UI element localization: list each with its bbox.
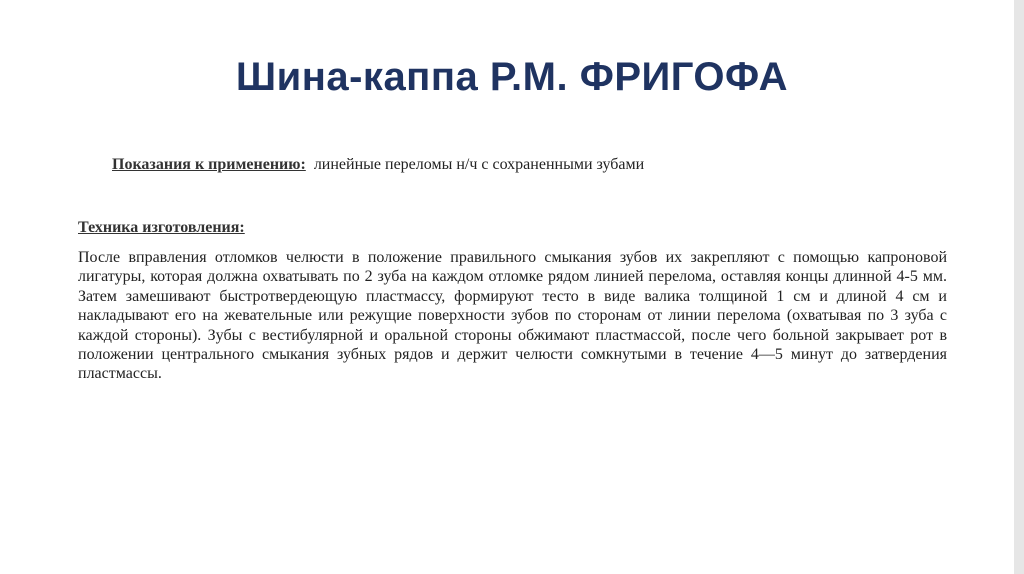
indications-label: Показания к применению: xyxy=(112,156,306,173)
technique-heading: Техника изготовления: xyxy=(78,219,245,236)
technique-body: После вправления отломков челюсти в положение правильного смыкания зубов их закрепляют с помощью капроновой лигатуры, которая должна охватывать по 2 зуба на каждом отломке рядом линией перелома, оставляя концы длинной 4-5 мм. Затем замешивают быстротвердеющую пластмассу, формируют тесто в виде валика толщиной 1 см и длиной 4 см и накладывают его на жевательные или режущие поверхности зубов по сторонам от линии перелома (охватывая по 3 зуба с каждой стороны). Зубы с вестибулярной и оральной стороны обжимают пластмассой, после чего больной закрывает рот в положении центрального смыкания зубных рядов и держит челюсти сомкнутыми в течение 4—5 минут до затвердения пластмассы. xyxy=(78,249,947,383)
indications-text: линейные переломы н/ч с сохраненными зубами xyxy=(313,156,645,173)
indications-line xyxy=(112,156,644,174)
slide-title: Шина-каппа Р.М. ФРИГОФА xyxy=(235,55,789,99)
